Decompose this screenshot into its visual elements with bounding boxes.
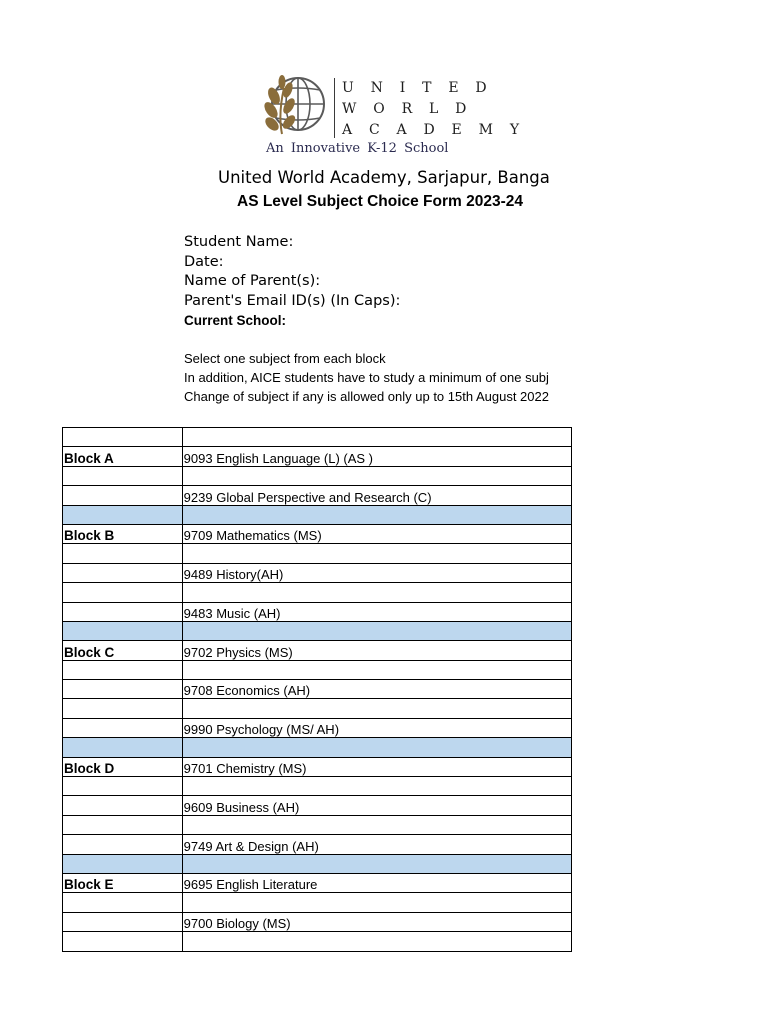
block-cell bbox=[63, 466, 183, 485]
block-cell bbox=[63, 621, 183, 640]
parent-name-label: Name of Parent(s): bbox=[184, 273, 321, 289]
empty-cell bbox=[182, 466, 571, 485]
block-cell bbox=[63, 544, 183, 563]
empty-cell bbox=[182, 544, 571, 563]
table-row bbox=[63, 718, 572, 737]
table-row bbox=[63, 873, 572, 892]
block-cell bbox=[63, 796, 183, 815]
form-title: AS Level Subject Choice Form 2023-24 bbox=[237, 193, 523, 210]
instruction-line-3: Change of subject if any is allowed only up to 15th August 2022 bbox=[184, 389, 549, 404]
block-cell bbox=[63, 835, 183, 854]
table-row bbox=[63, 524, 572, 543]
instruction-line-2: In addition, AICE students have to study a minimum of one subj bbox=[184, 370, 549, 385]
block-cell bbox=[63, 738, 183, 757]
table-row bbox=[63, 757, 572, 776]
date-label: Date: bbox=[184, 254, 224, 270]
table-row bbox=[63, 583, 572, 602]
globe-leaf-emblem-icon bbox=[262, 74, 328, 140]
subject-cell: 9702 Physics (MS) bbox=[182, 641, 571, 660]
block-cell bbox=[63, 912, 183, 931]
subject-cell: 9709 Mathematics (MS) bbox=[182, 524, 571, 543]
empty-cell bbox=[182, 621, 571, 640]
subject-choice-table bbox=[62, 427, 572, 952]
block-cell bbox=[63, 602, 183, 621]
block-label: Block A bbox=[63, 447, 183, 466]
empty-cell bbox=[182, 428, 571, 447]
empty-cell bbox=[182, 893, 571, 912]
block-cell bbox=[63, 718, 183, 737]
empty-cell bbox=[182, 660, 571, 679]
parent-email-label: Parent's Email ID(s) (In Caps): bbox=[184, 293, 401, 309]
empty-cell bbox=[182, 815, 571, 834]
school-logo bbox=[262, 74, 526, 160]
block-cell bbox=[63, 815, 183, 834]
student-name-label: Student Name: bbox=[184, 234, 294, 250]
subject-cell: 9701 Chemistry (MS) bbox=[182, 757, 571, 776]
block-separator-row bbox=[63, 621, 572, 640]
subject-cell: 9609 Business (AH) bbox=[182, 796, 571, 815]
subject-cell: 9700 Biology (MS) bbox=[182, 912, 571, 931]
table-row bbox=[63, 486, 572, 505]
table-row bbox=[63, 835, 572, 854]
table-row bbox=[63, 428, 572, 447]
logo-name-line1: U N I T E D bbox=[342, 80, 493, 96]
table-row bbox=[63, 796, 572, 815]
logo-tagline: An Innovative K-12 School bbox=[266, 141, 449, 156]
empty-cell bbox=[182, 583, 571, 602]
block-separator-row bbox=[63, 854, 572, 873]
empty-cell bbox=[182, 932, 571, 951]
empty-cell bbox=[182, 854, 571, 873]
empty-cell bbox=[182, 505, 571, 524]
subject-cell: 9990 Psychology (MS/ AH) bbox=[182, 718, 571, 737]
logo-name-line3: A C A D E M Y bbox=[342, 122, 526, 138]
table-row bbox=[63, 447, 572, 466]
block-cell bbox=[63, 854, 183, 873]
table-row bbox=[63, 641, 572, 660]
subject-cell: 9483 Music (AH) bbox=[182, 602, 571, 621]
table-row bbox=[63, 680, 572, 699]
block-cell bbox=[63, 505, 183, 524]
block-cell bbox=[63, 660, 183, 679]
table-row bbox=[63, 699, 572, 718]
logo-name-line2: W O R L D bbox=[342, 101, 473, 117]
school-title: United World Academy, Sarjapur, Banga bbox=[218, 168, 550, 187]
block-cell bbox=[63, 428, 183, 447]
table-row bbox=[63, 544, 572, 563]
block-cell bbox=[63, 563, 183, 582]
table-row bbox=[63, 777, 572, 796]
table-row bbox=[63, 893, 572, 912]
block-cell bbox=[63, 583, 183, 602]
subject-cell: 9489 History(AH) bbox=[182, 563, 571, 582]
block-separator-row bbox=[63, 505, 572, 524]
block-cell bbox=[63, 486, 183, 505]
logo-divider bbox=[334, 78, 335, 138]
block-label: Block E bbox=[63, 873, 183, 892]
table-row bbox=[63, 815, 572, 834]
subject-cell: 9093 English Language (L) (AS ) bbox=[182, 447, 571, 466]
block-separator-row bbox=[63, 738, 572, 757]
instruction-line-1: Select one subject from each block bbox=[184, 351, 386, 366]
table-row bbox=[63, 660, 572, 679]
block-cell bbox=[63, 932, 183, 951]
block-label: Block C bbox=[63, 641, 183, 660]
block-label: Block D bbox=[63, 757, 183, 776]
block-label: Block B bbox=[63, 524, 183, 543]
subject-cell: 9695 English Literature bbox=[182, 873, 571, 892]
subject-cell: 9749 Art & Design (AH) bbox=[182, 835, 571, 854]
block-cell bbox=[63, 680, 183, 699]
block-cell bbox=[63, 699, 183, 718]
table-row bbox=[63, 602, 572, 621]
current-school-label: Current School: bbox=[184, 313, 287, 328]
empty-cell bbox=[182, 699, 571, 718]
empty-cell bbox=[182, 738, 571, 757]
block-cell bbox=[63, 777, 183, 796]
table-row bbox=[63, 932, 572, 951]
block-cell bbox=[63, 893, 183, 912]
empty-cell bbox=[182, 777, 571, 796]
table-row bbox=[63, 912, 572, 931]
table-row bbox=[63, 466, 572, 485]
subject-cell: 9239 Global Perspective and Research (C) bbox=[182, 486, 571, 505]
subject-cell: 9708 Economics (AH) bbox=[182, 680, 571, 699]
table-row bbox=[63, 563, 572, 582]
